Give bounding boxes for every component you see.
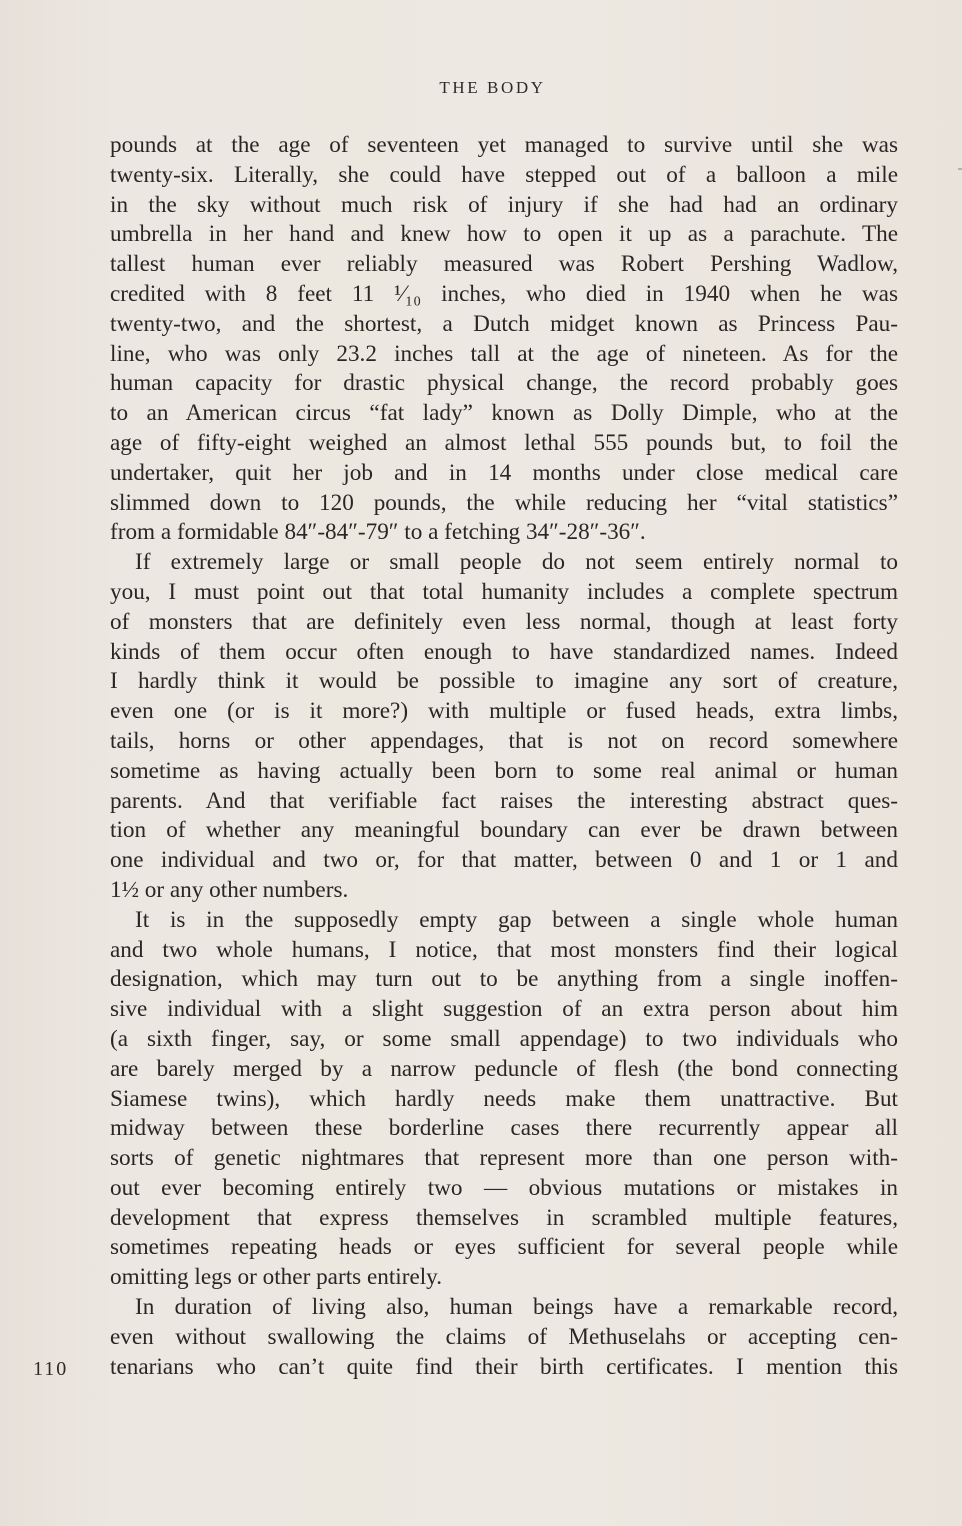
text-line: pounds at the age of seventeen yet managed to survive until she was	[110, 132, 898, 158]
text-line: in the sky without much risk of injury if she had had an ordinary	[110, 191, 898, 218]
text-line: and two whole humans, I notice, that most monsters find their logical	[110, 936, 898, 963]
text-line: twenty-two, and the shortest, a Dutch midget known as Princess Pau-	[110, 310, 898, 337]
text-line: tallest human ever reliably measured was Robert Pershing Wadlow,	[110, 251, 898, 278]
text-line: line, who was only 23.2 inches tall at the age of nineteen. As for the	[110, 340, 898, 367]
text-line: umbrella in her hand and knew how to open it up as a parachute. The	[110, 221, 898, 248]
page-number: 110	[33, 1358, 69, 1380]
text-line: Siamese twins), which hardly needs make them unattractive. But	[110, 1085, 898, 1112]
text-line: are barely merged by a narrow peduncle of flesh (the bond connecting	[110, 1055, 898, 1082]
text-line: tails, horns or other appendages, that is not on record somewhere	[110, 727, 898, 754]
running-head: THE BODY	[439, 78, 546, 97]
text-line: It is in the supposedly empty gap between a single whole human	[135, 906, 898, 933]
text-line: even without swallowing the claims of Methuselahs or accepting cen-	[110, 1323, 898, 1350]
body-text	[110, 131, 898, 1382]
text-line: from a formidable 84″-84″-79″ to a fetching 34″-28″-36″.	[110, 519, 646, 546]
text-line: one individual and two or, for that matter, between 0 and 1 or 1 and	[110, 847, 898, 874]
text-line: If extremely large or small people do not seem entirely normal to	[135, 549, 898, 576]
text-line: sorts of genetic nightmares that represent more than one person with-	[110, 1145, 898, 1172]
text-line: I hardly think it would be possible to imagine any sort of creature,	[110, 668, 898, 695]
page-edge-mark	[958, 168, 962, 170]
text-line: sometimes repeating heads or eyes sufficient for several people while	[110, 1234, 898, 1261]
text-line: tenarians who can’t quite find their birth certificates. I mention this	[110, 1353, 898, 1380]
text-line: credited with 8 feet 11 ¹⁄₁₀ inches, who died in 1940 when he was	[110, 280, 898, 307]
text-line: 1½ or any other numbers.	[110, 876, 349, 903]
text-line: slimmed down to 120 pounds, the while reducing her “vital statistics”	[110, 489, 898, 516]
text-line: parents. And that verifiable fact raises the interesting abstract ques-	[110, 787, 898, 814]
text-line: human capacity for drastic physical change, the record probably goes	[110, 370, 898, 397]
text-line: kinds of them occur often enough to have standardized names. Indeed	[110, 638, 898, 665]
text-line: twenty-six. Literally, she could have stepped out of a balloon a mile	[110, 161, 898, 188]
text-line: out ever becoming entirely two — obvious mutations or mistakes in	[110, 1174, 898, 1201]
text-line: In duration of living also, human beings have a remarkable record,	[135, 1294, 898, 1321]
text-line: you, I must point out that total humanity includes a complete spectrum	[110, 578, 898, 605]
text-line: tion of whether any meaningful boundary can ever be drawn between	[110, 817, 898, 844]
text-line: even one (or is it more?) with multiple or fused heads, extra limbs,	[110, 698, 898, 725]
text-line: development that express themselves in scrambled multiple features,	[110, 1204, 898, 1231]
text-line: of monsters that are definitely even less normal, though at least forty	[110, 608, 898, 635]
text-line: (a sixth finger, say, or some small appendage) to two individuals who	[110, 1025, 898, 1052]
text-line: age of fifty-eight weighed an almost lethal 555 pounds but, to foil the	[110, 429, 898, 456]
text-line: sometime as having actually been born to some real animal or human	[110, 757, 898, 784]
text-line: undertaker, quit her job and in 14 months under close medical care	[110, 459, 898, 486]
text-line: midway between these borderline cases there recurrently appear all	[110, 1115, 898, 1142]
text-line: omitting legs or other parts entirely.	[110, 1264, 443, 1291]
text-line: to an American circus “fat lady” known as Dolly Dimple, who at the	[110, 400, 898, 427]
text-line: designation, which may turn out to be anything from a single inoffen-	[110, 966, 898, 993]
text-line: sive individual with a slight suggestion of an extra person about him	[110, 996, 898, 1023]
